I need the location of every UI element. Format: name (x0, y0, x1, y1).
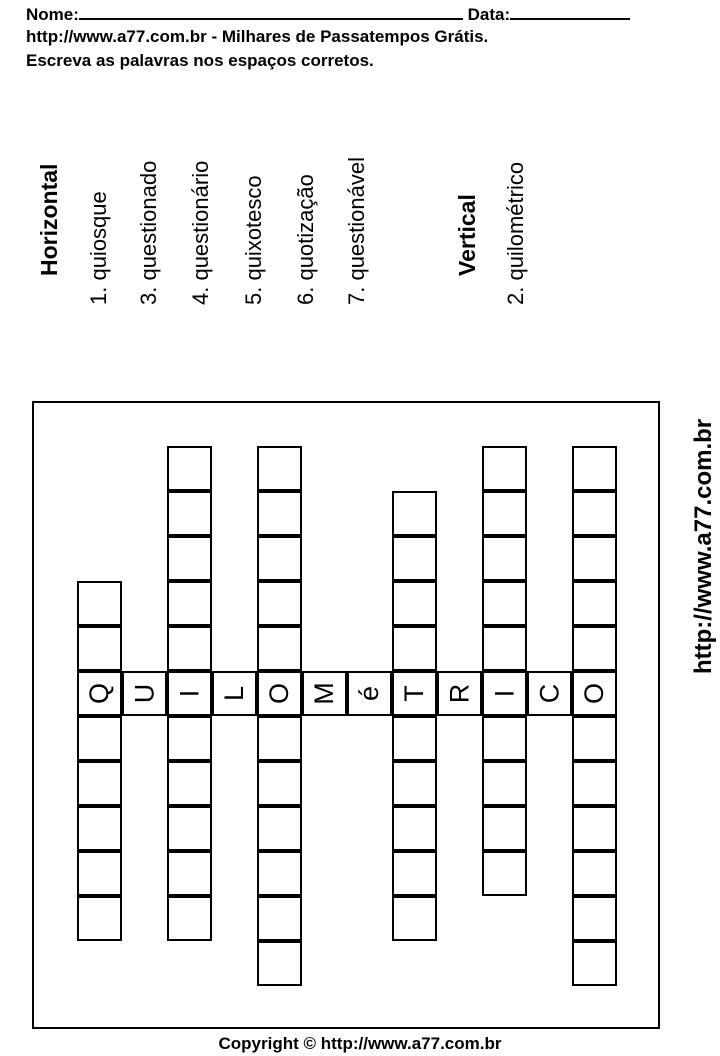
clue-horizontal-3: 3. questionado (136, 160, 161, 305)
instruction: Escreva as palavras nos espaços corretos. (26, 51, 374, 70)
crossword-cell[interactable] (572, 491, 617, 536)
crossword-cell-letter[interactable] (392, 671, 437, 716)
crossword-cell[interactable] (77, 896, 122, 941)
crossword-cell[interactable] (392, 806, 437, 851)
clue-horizontal-4: 4. questionário (188, 160, 213, 305)
footer-copyright: Copyright © http://www.a77.com.br (218, 1034, 502, 1053)
crossword-cell[interactable] (482, 626, 527, 671)
crossword-cell[interactable] (482, 491, 527, 536)
crossword-cell[interactable] (257, 626, 302, 671)
crossword-cell[interactable] (167, 896, 212, 941)
crossword-letter: I (173, 689, 204, 698)
crossword-cell[interactable] (392, 761, 437, 806)
vertical-title: Vertical (454, 194, 480, 276)
crossword-cell[interactable] (392, 536, 437, 581)
crossword-cell[interactable] (572, 806, 617, 851)
crossword-cell[interactable] (167, 761, 212, 806)
crossword-cell[interactable] (572, 581, 617, 626)
crossword-cell[interactable] (482, 761, 527, 806)
crossword-cell[interactable] (257, 536, 302, 581)
crossword-cell[interactable] (482, 851, 527, 896)
crossword-cell[interactable] (482, 536, 527, 581)
crossword-cell[interactable] (572, 536, 617, 581)
crossword-cell[interactable] (392, 896, 437, 941)
crossword-letter: O (263, 682, 294, 705)
crossword-cell-letter[interactable] (347, 671, 392, 716)
crossword-cell[interactable] (77, 761, 122, 806)
clue-horizontal-5: 5. quixotesco (241, 175, 266, 305)
name-label: Nome: (26, 5, 79, 24)
crossword-cell[interactable] (572, 941, 617, 986)
crossword-cell-letter[interactable] (527, 671, 572, 716)
crossword-cell[interactable] (482, 716, 527, 761)
crossword-cell[interactable] (167, 491, 212, 536)
crossword-cell[interactable] (257, 851, 302, 896)
crossword-cell[interactable] (572, 896, 617, 941)
crossword-letter: O (578, 682, 609, 705)
crossword-letter: L (219, 685, 249, 702)
crossword-cell[interactable] (167, 806, 212, 851)
crossword-cell[interactable] (572, 851, 617, 896)
crossword-cell-letter[interactable] (77, 671, 122, 716)
crossword-letter: M (309, 682, 339, 705)
crossword-cell[interactable] (167, 581, 212, 626)
crossword-cell[interactable] (392, 716, 437, 761)
crossword-letter: é (354, 685, 384, 702)
clue-horizontal-7: 7. questionável (344, 157, 369, 305)
crossword-cell[interactable] (167, 446, 212, 491)
side-url: http://www.a77.com.br (690, 418, 717, 674)
crossword-cell[interactable] (77, 806, 122, 851)
crossword-cell[interactable] (77, 581, 122, 626)
crossword-cell[interactable] (572, 626, 617, 671)
crossword-cell[interactable] (257, 896, 302, 941)
crossword-cell[interactable] (257, 761, 302, 806)
crossword-cell-letter[interactable] (302, 671, 347, 716)
clue-vertical-2: 2. quilométrico (503, 161, 528, 305)
clue-horizontal-6: 6. quotização (293, 174, 318, 305)
crossword-cell[interactable] (257, 941, 302, 986)
crossword-cell[interactable] (257, 581, 302, 626)
crossword-cell[interactable] (482, 806, 527, 851)
crossword-cell[interactable] (257, 806, 302, 851)
crossword-cell[interactable] (77, 851, 122, 896)
crossword-cell[interactable] (392, 491, 437, 536)
header-name-date-line (26, 3, 630, 25)
crossword-cell[interactable] (572, 761, 617, 806)
crossword-cell-letter[interactable] (212, 671, 257, 716)
crossword-cell-letter[interactable] (167, 671, 212, 716)
clue-horizontal-1: 1. quiosque (86, 191, 111, 305)
crossword-cell-letter[interactable] (482, 671, 527, 716)
crossword-cell[interactable] (77, 626, 122, 671)
crossword-cell[interactable] (482, 446, 527, 491)
crossword-letter: C (534, 683, 564, 704)
crossword-cell-letter[interactable] (257, 671, 302, 716)
crossword-cell[interactable] (482, 581, 527, 626)
crossword-cell[interactable] (257, 446, 302, 491)
crossword-cell-letter[interactable] (572, 671, 617, 716)
crossword-letter: Q (83, 682, 114, 705)
crossword-letter: U (129, 683, 159, 704)
crossword-cell[interactable] (257, 716, 302, 761)
crossword-letter: I (488, 689, 519, 698)
horizontal-title: Horizontal (36, 163, 62, 276)
crossword-cell[interactable] (77, 716, 122, 761)
crossword-cell[interactable] (572, 716, 617, 761)
crossword-cell[interactable] (392, 581, 437, 626)
crossword-cell[interactable] (257, 491, 302, 536)
crossword-cell[interactable] (167, 536, 212, 581)
crossword-cell[interactable] (392, 851, 437, 896)
crossword-cell[interactable] (572, 446, 617, 491)
date-blank[interactable] (510, 3, 630, 20)
site-line: http://www.a77.com.br - Milhares de Passatempos Grátis. (26, 27, 489, 46)
crossword-letter: T (399, 685, 429, 702)
crossword-cell[interactable] (167, 851, 212, 896)
crossword-cell[interactable] (392, 626, 437, 671)
crossword-cell-letter[interactable] (122, 671, 167, 716)
crossword-cell-letter[interactable] (437, 671, 482, 716)
crossword-cell[interactable] (167, 716, 212, 761)
crossword-letter: R (444, 683, 474, 704)
name-blank[interactable] (79, 3, 463, 20)
date-label: Data: (467, 5, 511, 24)
crossword-cell[interactable] (167, 626, 212, 671)
